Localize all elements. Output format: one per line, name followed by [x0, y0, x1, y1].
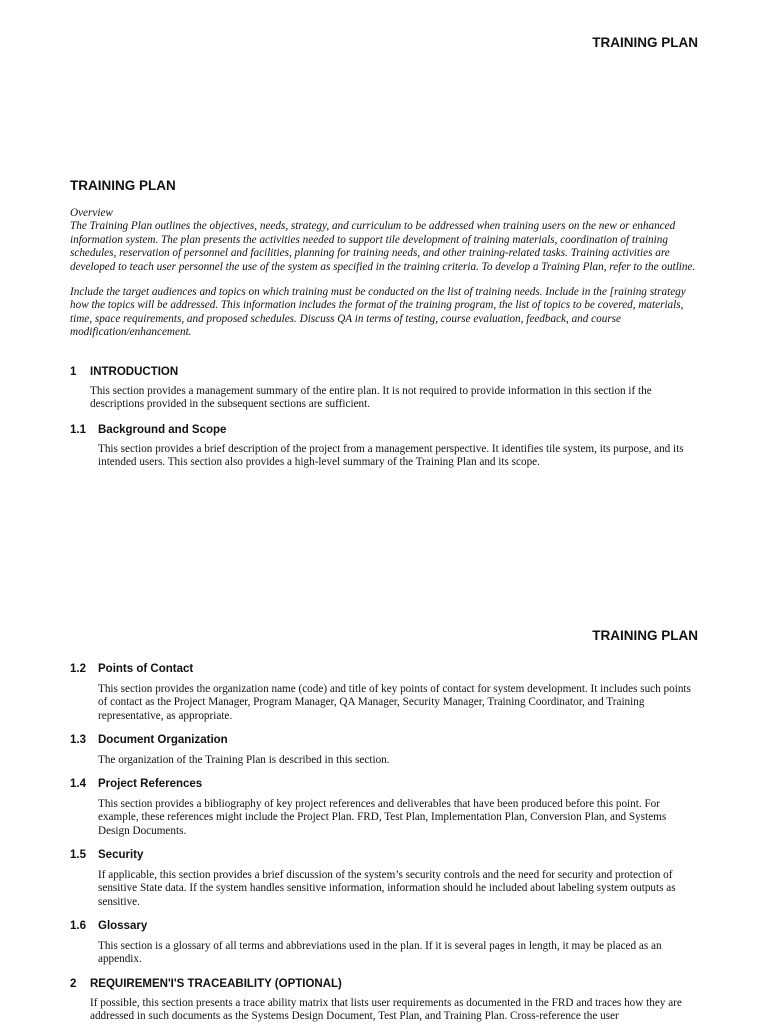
section-body-introduction: This section provides a management summary of the entire plan. It is not required to provide information in this section if the descriptions provided in the subsequent sections are sufficient.	[90, 385, 652, 411]
section-heading-background-and-scope	[70, 424, 226, 436]
overview-label: Overview	[70, 207, 113, 219]
section-title: INTRODUCTION	[90, 366, 179, 378]
section-heading-points-of-contact	[70, 663, 193, 675]
section-number: 1.1	[70, 424, 86, 436]
section-body-points-of-contact: This section provides the organization name (code) and title of key points of contact for system development. It includes such points of contact as the Project Manager, Program Manager, QA Manager, Security Manager, Training Coordinator, and Training representative, as appropriate.	[98, 683, 691, 722]
overview-block	[70, 207, 700, 352]
section-title: REQUIREMEN'I'S TRACEABILITY (OPTIONAL)	[90, 978, 342, 990]
section-number: 2	[70, 978, 77, 990]
section-number: 1.5	[70, 849, 86, 861]
section-heading-document-organization	[70, 734, 228, 746]
section-heading-requirements-traceability	[70, 978, 342, 990]
section-heading-glossary	[70, 920, 147, 932]
section-heading-project-references	[70, 778, 202, 790]
section-body-project-references: This section provides a bibliography of key project references and deliverables that have been produced before this point. For example, these references might include the Project Plan. FRD, Test Plan, Implementation Plan, Conversion Plan, and Systems Design Documents.	[98, 798, 667, 837]
section-number: 1.4	[70, 778, 86, 790]
section-number: 1	[70, 366, 77, 378]
section-number: 1.6	[70, 920, 86, 932]
document-title: TRAINING PLAN	[70, 178, 176, 193]
document-page-2	[0, 600, 768, 1024]
section-body-security: If applicable, this section provides a brief discussion of the system’s security controls and the need for security and protection of sensitive State data. If the system handles sensitive information, information should he included about labeling system outputs as sensitive.	[98, 869, 676, 908]
section-title: Document Organization	[98, 734, 228, 746]
section-title: Project References	[98, 778, 203, 790]
section-title: Points of Contact	[98, 663, 194, 675]
section-body-document-organization: The organization of the Training Plan is described in this section.	[98, 754, 390, 766]
section-body-background-and-scope: This section provides a brief description of the project from a management perspective. It identifies tile system, its purpose, and its intended users. This section also provides a high-level summary of the Training Plan and its scope.	[98, 443, 684, 469]
section-title: Security	[98, 849, 144, 861]
section-title: Background and Scope	[98, 424, 227, 436]
section-number: 1.3	[70, 734, 86, 746]
section-heading-security	[70, 849, 143, 861]
running-header: TRAINING PLAN	[592, 35, 698, 50]
section-body-glossary: This section is a glossary of all terms and abbreviations used in the plan. If it is several pages in length, it may be placed as an appendix.	[98, 940, 662, 966]
section-heading-introduction	[70, 366, 178, 378]
running-header: TRAINING PLAN	[592, 628, 698, 643]
section-number: 1.2	[70, 663, 86, 675]
overview-paragraph-1: The Training Plan outlines the objectives, needs, strategy, and curriculum to be addressed when training users on the new or enhanced information system. The plan presents the activities needed to support tile development of training materials, coordination of training schedules, reservation of personnel and facilities, planning for training needs, and other training-related tasks. Training activities are developed to teach user personnel the use of the system as specified in the training criteria. To develop a Training Plan, refer to the outline.	[70, 220, 696, 273]
section-title: Glossary	[98, 920, 148, 932]
overview-paragraph-2: Include the target audiences and topics on which training must be conducted on the list of training needs. Include in the [raining strategy how the topics will be addressed. This information includes the format of the training program, the list of topics to be covered, materials, time, space requirements, and proposed schedules. Discuss QA in terms of testing, course evaluation, feedback, and course modification/enhancement.	[70, 286, 686, 339]
section-body-requirements-traceability: If possible, this section presents a trace ability matrix that lists user requirements as documented in the FRD and traces how they are addressed in such documents as the Systems Design Document, Test Plan, and Training Plan. Cross-reference the user	[90, 997, 682, 1023]
